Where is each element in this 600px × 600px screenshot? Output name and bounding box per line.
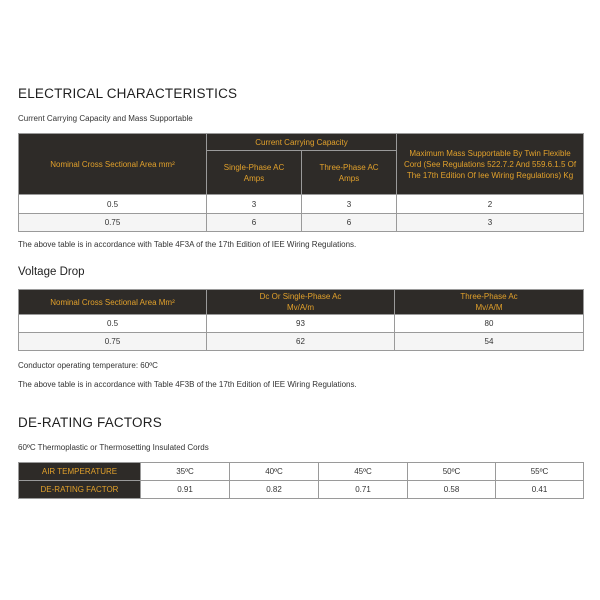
area-cell: 0.75 xyxy=(19,333,207,351)
three-phase-header: Three-Phase Ac Mv/A/M xyxy=(395,290,584,315)
area-cell: 0.5 xyxy=(19,315,207,333)
single-phase-header: Dc Or Single-Phase Ac Mv/A/m xyxy=(207,290,395,315)
mass-cell: 2 xyxy=(397,195,584,214)
current-capacity-subheading: Current Carrying Capacity and Mass Supportable xyxy=(18,114,193,123)
temperature-cell: 55ºC xyxy=(496,463,584,481)
temperature-cell: 40ºC xyxy=(230,463,319,481)
air-temperature-label: AIR TEMPERATURE xyxy=(19,463,141,481)
operating-temperature-note: Conductor operating temperature: 60ºC xyxy=(18,361,158,370)
single-phase-header: Single-Phase AC Amps xyxy=(207,151,302,195)
table-row xyxy=(19,315,584,333)
table-row xyxy=(19,481,584,499)
single-phase-cell: 3 xyxy=(207,195,302,214)
table-row xyxy=(19,463,584,481)
temperature-cell: 50ºC xyxy=(408,463,496,481)
single-phase-cell: 93 xyxy=(207,315,395,333)
current-capacity-table xyxy=(18,133,584,232)
three-phase-cell: 6 xyxy=(302,214,397,232)
area-column-header: Nominal Cross Sectional Area mm² xyxy=(19,134,207,195)
single-phase-cell: 62 xyxy=(207,333,395,351)
area-cell: 0.5 xyxy=(19,195,207,214)
mass-column-header: Maximum Mass Supportable By Twin Flexible Cord (See Regulations 522.7.2 And 559.6.1.5 Of The 17th Edition Of Iee Wiring Regulations) Kg xyxy=(397,134,584,195)
factor-cell: 0.58 xyxy=(408,481,496,499)
insulated-cords-subheading: 60ºC Thermoplastic or Thermosetting Insulated Cords xyxy=(18,443,209,452)
three-phase-cell: 3 xyxy=(302,195,397,214)
single-phase-cell: 6 xyxy=(207,214,302,232)
derating-factors-heading: DE-RATING FACTORS xyxy=(18,415,162,430)
derating-factor-label: DE-RATING FACTOR xyxy=(19,481,141,499)
temperature-cell: 45ºC xyxy=(319,463,408,481)
three-phase-cell: 80 xyxy=(395,315,584,333)
derating-table xyxy=(18,462,584,499)
factor-cell: 0.82 xyxy=(230,481,319,499)
capacity-group-header: Current Carrying Capacity xyxy=(207,134,397,151)
three-phase-cell: 54 xyxy=(395,333,584,351)
table-row xyxy=(19,195,584,214)
voltage-drop-heading: Voltage Drop xyxy=(18,266,85,278)
factor-cell: 0.91 xyxy=(141,481,230,499)
three-phase-header: Three-Phase AC Amps xyxy=(302,151,397,195)
table-row xyxy=(19,214,584,232)
factor-cell: 0.71 xyxy=(319,481,408,499)
voltage-drop-table xyxy=(18,289,584,351)
mass-cell: 3 xyxy=(397,214,584,232)
table-4f3a-note: The above table is in accordance with Table 4F3A of the 17th Edition of IEE Wiring Regulations. xyxy=(18,240,357,249)
table-row xyxy=(19,333,584,351)
table-4f3b-note: The above table is in accordance with Table 4F3B of the 17th Edition of IEE Wiring Regulations. xyxy=(18,380,357,389)
area-cell: 0.75 xyxy=(19,214,207,232)
factor-cell: 0.41 xyxy=(496,481,584,499)
area-column-header: Nominal Cross Sectional Area Mm² xyxy=(19,290,207,315)
temperature-cell: 35ºC xyxy=(141,463,230,481)
electrical-characteristics-heading: ELECTRICAL CHARACTERISTICS xyxy=(18,86,238,101)
